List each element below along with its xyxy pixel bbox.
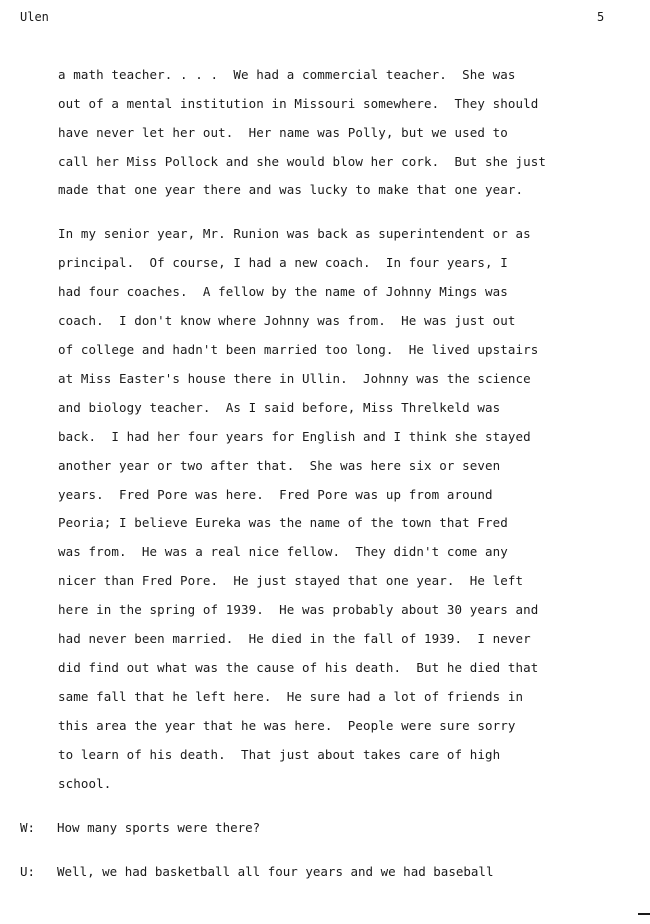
text-line: another year or two after that. She was here six or seven: [58, 458, 501, 473]
speaker-label: W:: [20, 820, 36, 835]
text-line: had four coaches. A fellow by the name of Johnny Mings was: [58, 284, 508, 299]
text-line: was from. He was a real nice fellow. They didn't come any: [58, 544, 508, 559]
text-line: Peoria; I believe Eureka was the name of the town that Fred: [58, 515, 508, 530]
text-line: this area the year that he was here. People were sure sorry: [58, 718, 516, 733]
text-line: have never let her out. Her name was Polly, but we used to: [58, 125, 508, 140]
text-line: In my senior year, Mr. Runion was back as superintendent or as: [58, 226, 531, 241]
text-line: nicer than Fred Pore. He just stayed that one year. He left: [58, 573, 524, 588]
text-line: at Miss Easter's house there in Ullin. Johnny was the science: [58, 371, 531, 386]
text-line: had never been married. He died in the fall of 1939. I never: [58, 631, 531, 646]
header-name: Ulen: [20, 10, 49, 24]
text-line: to learn of his death. That just about takes care of high: [58, 747, 501, 762]
text-line: here in the spring of 1939. He was probably about 30 years and: [58, 602, 539, 617]
text-line: coach. I don't know where Johnny was from. He was just out: [58, 313, 516, 328]
dialogue-text: How many sports were there?: [57, 820, 261, 835]
text-line: did find out what was the cause of his death. But he died that: [58, 660, 539, 675]
text-line: back. I had her four years for English and I think she stayed: [58, 429, 531, 444]
text-line: principal. Of course, I had a new coach. In four years, I: [58, 255, 508, 270]
page-edge-mark: [638, 913, 650, 915]
speaker-label: U:: [20, 864, 36, 879]
text-line: school.: [58, 776, 112, 791]
text-line: out of a mental institution in Missouri somewhere. They should: [58, 96, 539, 111]
text-line: same fall that he left here. He sure had a lot of friends in: [58, 689, 524, 704]
text-line: years. Fred Pore was here. Fred Pore was up from around: [58, 487, 493, 502]
text-line: made that one year there and was lucky to make that one year.: [58, 182, 524, 197]
dialogue-text: Well, we had basketball all four years and we had baseball: [57, 864, 494, 879]
text-line: call her Miss Pollock and she would blow her cork. But she just: [58, 154, 547, 169]
text-line: a math teacher. . . . We had a commercial teacher. She was: [58, 67, 516, 82]
text-line: of college and hadn't been married too long. He lived upstairs: [58, 342, 539, 357]
page-number: 5: [597, 10, 605, 24]
text-line: and biology teacher. As I said before, Miss Threlkeld was: [58, 400, 501, 415]
